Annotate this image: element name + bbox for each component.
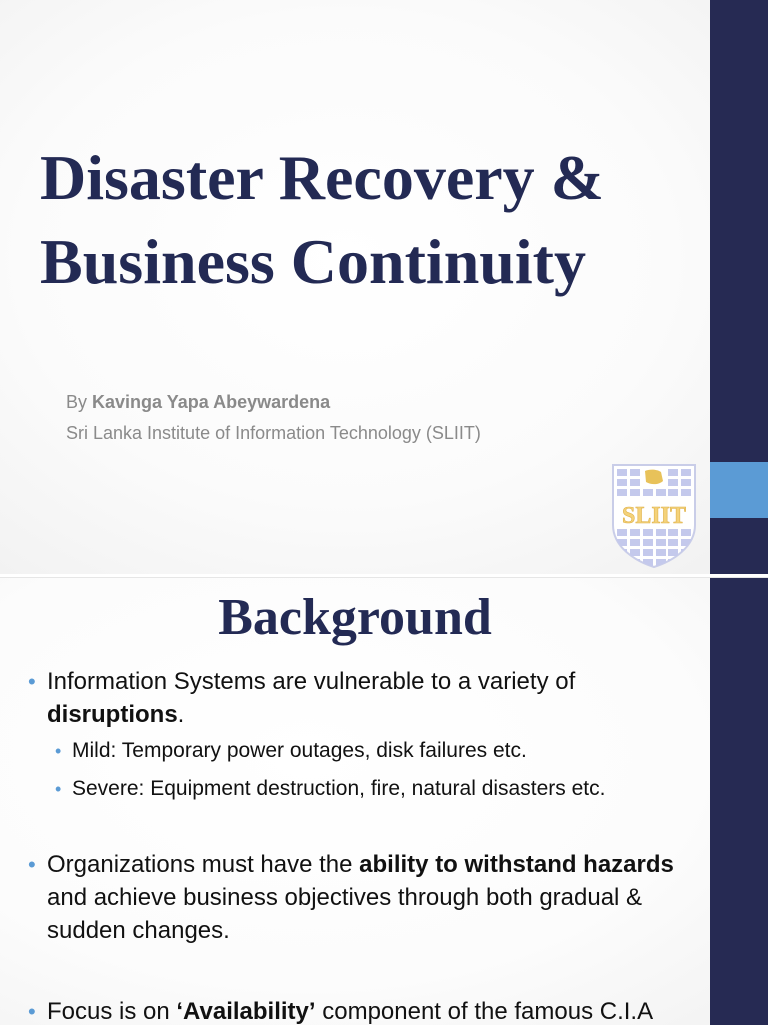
side-accent-block [710, 462, 768, 518]
title-line-1: Disaster Recovery & [40, 142, 604, 213]
sub-bullet-item-mild: • Mild: Temporary power outages, disk failures etc. [72, 736, 702, 766]
bullet-icon: • [28, 999, 36, 1024]
background-slide [0, 577, 768, 1025]
author-name: Kavinga Yapa Abeywardena [92, 392, 331, 412]
lion-emblem-icon [645, 470, 663, 485]
bullet-icon: • [28, 852, 36, 877]
bullet-item-1: • Information Systems are vulnerable to a variety of disruptions. [47, 665, 702, 731]
logo-text: SLIIT [621, 503, 687, 529]
title-line-2: Business Continuity [40, 226, 586, 297]
slide-title [40, 136, 700, 304]
by-prefix: By [66, 392, 93, 412]
bullet-icon: • [28, 669, 36, 694]
byline [66, 388, 330, 416]
bullet-icon: • [55, 741, 62, 761]
sub-bullet-item-severe: • Severe: Equipment destruction, fire, natural disasters etc. [72, 774, 702, 804]
bullet-item-3: • Focus is on ‘Availability’ component of the famous C.I.A [47, 995, 702, 1025]
side-bar [710, 578, 768, 1025]
institution-name: Sri Lanka Institute of Information Technology (SLIIT) [66, 423, 481, 443]
bullet-item-2: • Organizations must have the ability to withstand hazards and achieve business objectives through both gradual & sudden changes. [47, 848, 702, 947]
sliit-shield-logo [611, 463, 697, 569]
bullet-icon: • [55, 779, 62, 799]
slide-heading: Background [218, 589, 492, 646]
